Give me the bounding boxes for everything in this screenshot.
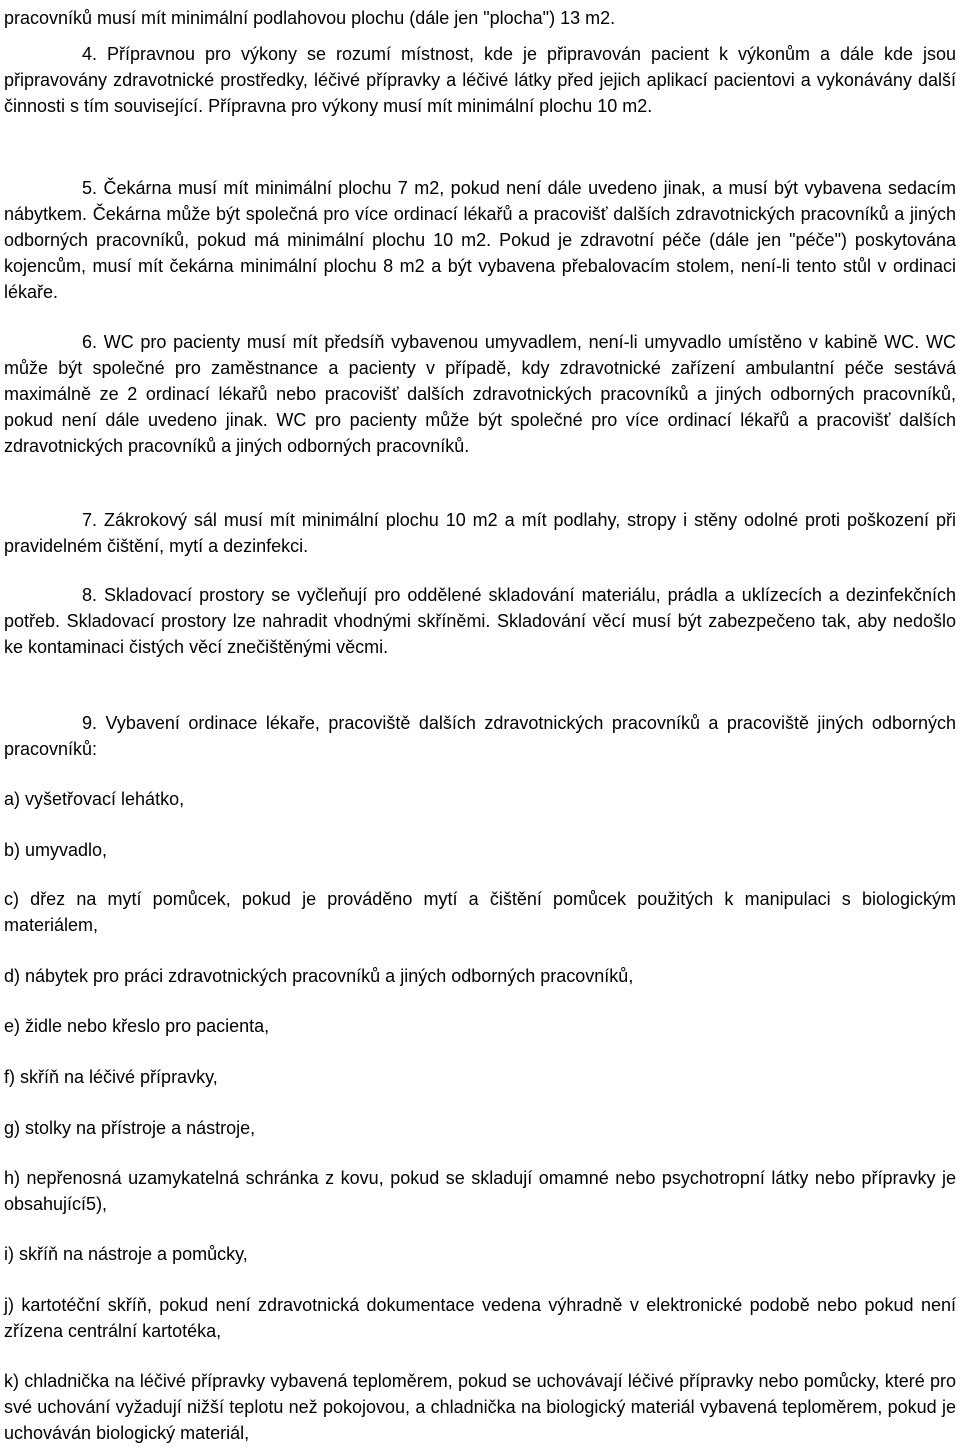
paragraph-9: 9. Vybavení ordinace lékaře, pracoviště dalších zdravotnických pracovníků a pracoviště jiných odborných pracovníků: [4,713,956,759]
continued-line: pracovníků musí mít minimální podlahovou plochu (dále jen "plocha") 13 m2. [4,8,616,28]
paragraph-8: 8. Skladovací prostory se vyčleňují pro oddělené skladování materiálu, prádla a uklízecích a dezinfekčních potřeb. Skladovací prostory lze nahradit vhodnými skříněmi. Skladování věcí musí být zabezpečeno tak, aby nedošlo ke kontaminaci čistých věcí znečištěnými věcmi. [4,585,956,657]
paragraph-7: 7. Zákrokový sál musí mít minimální plochu 10 m2 a mít podlahy, stropy i stěny odolné proti poškození při pravidelném čištění, mytí a dezinfekci. [4,510,956,556]
list-item-c: c) dřez na mytí pomůcek, pokud je prováděno mytí a čištění pomůcek použitých k manipulaci s biologickým materiálem, [4,889,956,935]
list-item-j: j) kartotéční skříň, pokud není zdravotnická dokumentace vedena výhradně v elektronické podobě nebo pokud není zřízena centrální kartotéka, [4,1295,956,1341]
list-item-a: a) vyšetřovací lehátko, [4,789,185,809]
paragraph-5: 5. Čekárna musí mít minimální plochu 7 m2, pokud není dále uvedeno jinak, a musí být vybavena sedacím nábytkem. Čekárna může být společná pro více ordinací lékařů a pracovišť dalších zdravotnických pracovníků a jiných odborných pracovníků, pokud má minimální plochu 10 m2. Pokud je zdravotní péče (dále jen "péče") poskytována kojencům, musí mít čekárna minimální plochu 8 m2 a být vybavena přebalovacím stolem, není-li tento stůl v ordinaci lékaře. [4,178,956,302]
paragraph-4: 4. Přípravnou pro výkony se rozumí místnost, kde je připravován pacient k výkonům a dále kde jsou připravovány zdravotnické prostředky, léčivé přípravky a léčivé látky před jejich aplikací pacientovi a vykonávány další činnosti s tím související. Přípravna pro výkony musí mít minimální plochu 10 m2. [4,44,956,116]
list-item-g: g) stolky na přístroje a nástroje, [4,1118,256,1138]
list-item-k: k) chladnička na léčivé přípravky vybavená teploměrem, pokud se uchovávají léčivé přípravky nebo pomůcky, které pro své uchování vyžadují nižší teplotu než pokojovou, a chladnička na biologický materiál vybavená teploměrem, pokud je uchováván biologický materiál, [4,1371,956,1443]
list-item-d: d) nábytek pro práci zdravotnických pracovníků a jiných odborných pracovníků, [4,966,634,986]
paragraph-6: 6. WC pro pacienty musí mít předsíň vybavenou umyvadlem, není-li umyvadlo umístěno v kabině WC. WC může být společné pro zaměstnance a pacienty v případě, kdy zdravotnické zařízení ambulantní péče sestává maximálně ze 2 ordinací lékařů nebo pracovišť dalších zdravotnických pracovníků a jiných odborných pracovníků, pokud není dále uvedeno jinak. WC pro pacienty může být společné pro více ordinací lékařů a pracovišť dalších zdravotnických pracovníků a jiných odborných pracovníků. [4,332,956,456]
list-item-h: h) nepřenosná uzamykatelná schránka z kovu, pokud se skladují omamné nebo psychotropní látky nebo přípravky je obsahující5), [4,1168,956,1214]
list-item-b: b) umyvadlo, [4,840,108,860]
list-item-e: e) židle nebo křeslo pro pacienta, [4,1016,270,1036]
list-item-i: i) skříň na nástroje a pomůcky, [4,1244,248,1264]
list-item-f: f) skříň na léčivé přípravky, [4,1067,218,1087]
